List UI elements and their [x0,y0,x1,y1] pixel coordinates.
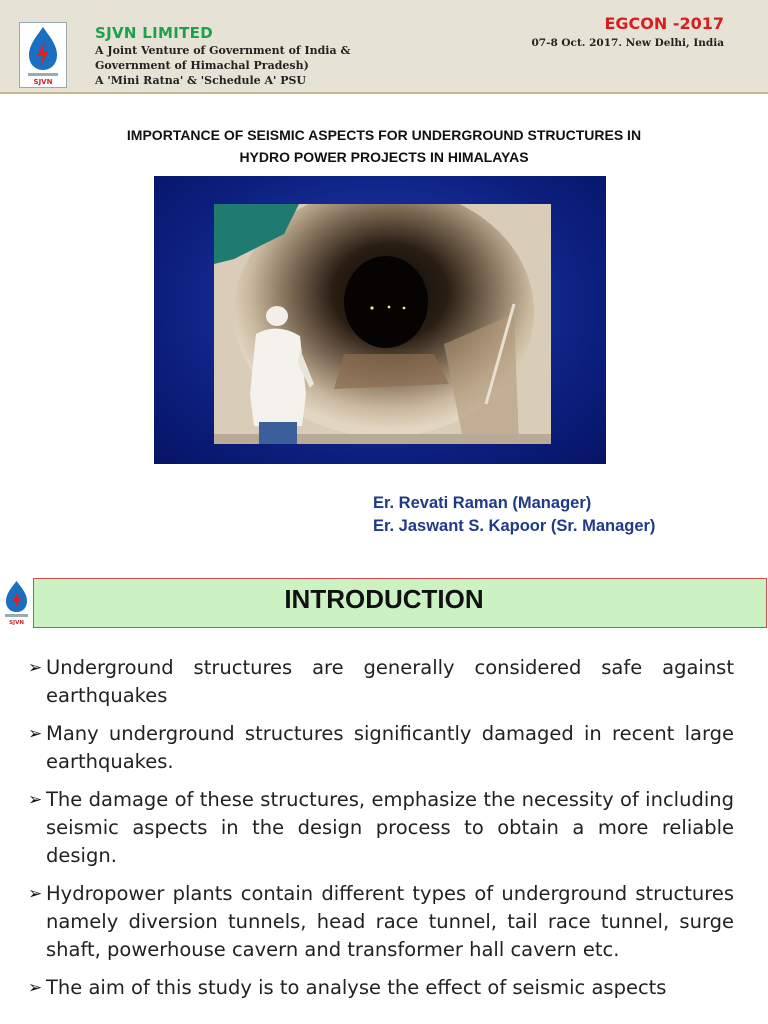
organization-name: SJVN LIMITED [95,24,213,42]
organization-tagline: A Joint Venture of Government of India & [95,44,351,57]
slide-header [0,0,768,94]
arrow-bullet-icon: ➢ [28,658,43,678]
organization-tagline: A 'Mini Ratna' & 'Schedule A' PSU [95,74,307,87]
introduction-slide [0,568,768,1024]
arrow-bullet-icon: ➢ [28,884,43,904]
organization-tagline: Government of Himachal Pradesh) [95,59,309,72]
bullet-text: Many underground structures significantly damaged in recent large earthquakes. [46,722,734,773]
conference-name: EGCON -2017 [604,14,724,33]
arrow-bullet-icon: ➢ [28,724,43,744]
sjvn-logo [19,22,67,88]
photo-frame [154,176,606,464]
list-item [28,720,734,776]
tunnel-photo [214,204,551,444]
arrow-bullet-icon: ➢ [28,790,43,810]
presentation-title [60,124,708,168]
conference-date: 07-8 Oct. 2017. New Delhi, India [531,37,724,49]
authors-block [373,492,655,538]
list-item [28,786,734,870]
list-item [28,974,734,1002]
bullet-list [28,654,734,1012]
bullet-text: The damage of these structures, emphasize the necessity of including seismic aspects in the design process to obtain a more reliable design. [46,788,734,867]
svg-text:SJVN: SJVN [9,620,24,626]
author-name: Er. Jaswant S. Kapoor (Sr. Manager) [373,517,656,535]
list-item [28,654,734,710]
title-line: HYDRO POWER PROJECTS IN HIMALAYAS [239,149,529,165]
author-name: Er. Revati Raman (Manager) [373,494,592,512]
svg-text:SJVN: SJVN [33,78,53,86]
slide-heading: INTRODUCTION [284,584,484,614]
bullet-text: Hydropower plants contain different types of underground structures namely diversion tunnels, head race tunnel, tail race tunnel, surge shaft, powerhouse cavern and transformer hall cavern etc. [46,882,734,961]
bullet-text: The aim of this study is to analyse the effect of seismic aspects [46,976,667,999]
bullet-text: Underground structures are generally considered safe against earthquakes [46,656,734,707]
arrow-bullet-icon: ➢ [28,978,43,998]
title-line: IMPORTANCE OF SEISMIC ASPECTS FOR UNDERGROUND STRUCTURES IN [126,127,642,143]
list-item [28,880,734,964]
